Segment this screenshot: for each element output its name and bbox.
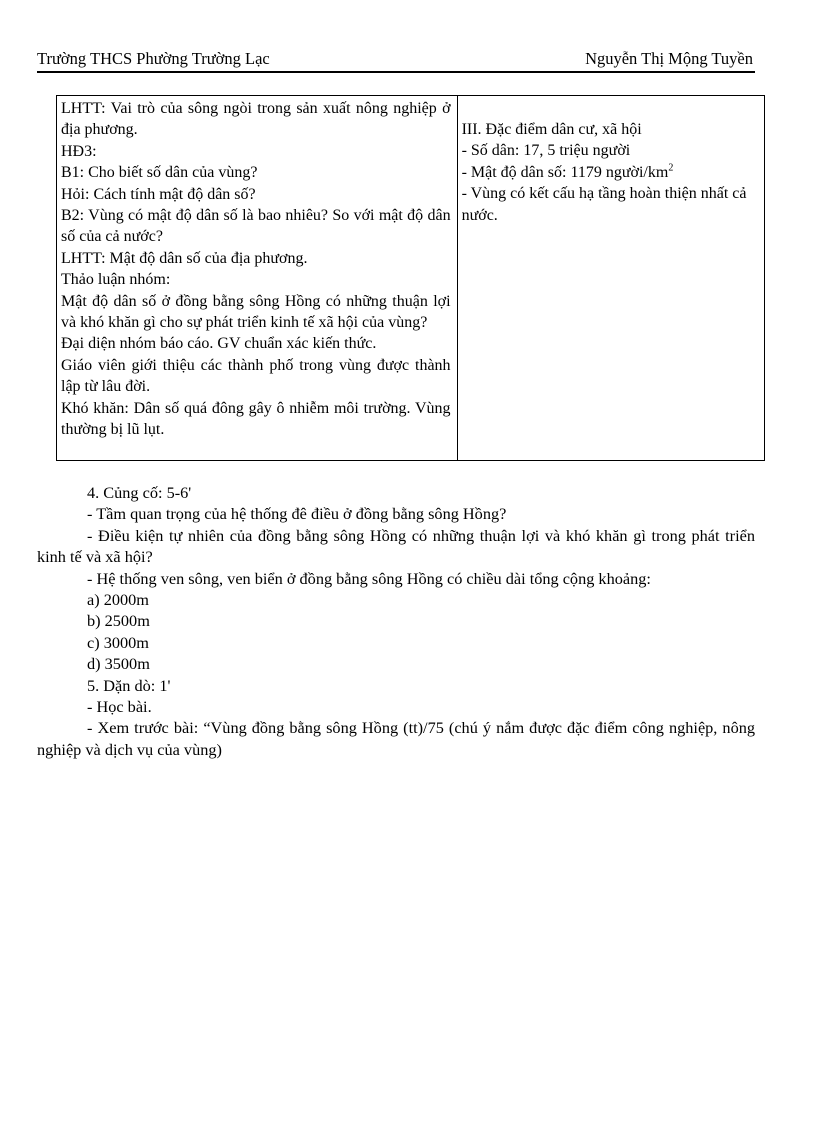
density-superscript: 2 xyxy=(668,162,674,174)
section-heading: III. Đặc điểm dân cư, xã hội xyxy=(461,121,642,138)
homework-item-2: - Xem trước bài: “Vùng đồng bằng sông Hồng (tt)/75 (chú ý nắm được đặc điểm công nghiệp, nông nghiệp và dịch vụ của vùng) xyxy=(37,718,755,759)
option-d: d) 3500m xyxy=(87,654,150,674)
consolidation-title: 4. Củng cố: 5-6' xyxy=(87,483,192,502)
teacher-name: Nguyễn Thị Mộng Tuyền xyxy=(585,49,753,68)
infrastructure-line: - Vùng có kết cấu hạ tầng hoàn thiện nhất cả nước. xyxy=(461,185,747,224)
activity-line: B1: Cho biết số dân của vùng? xyxy=(61,164,258,182)
population-line: - Số dân: 17, 5 triệu người xyxy=(461,142,631,160)
activity-line: B2: Vùng có mật độ dân số là bao nhiêu? So với mật độ dân số của cả nước? xyxy=(61,207,451,246)
activity-line: Đại diện nhóm báo cáo. GV chuẩn xác kiến thức. xyxy=(61,335,377,353)
question-2: - Điều kiện tự nhiên của đồng bằng sông Hồng có những thuận lợi và khó khăn gì trong phát triển kinh tế và xã hội? xyxy=(37,525,755,567)
homework-item-1: - Học bài. xyxy=(87,697,152,717)
activity-line: HĐ3: xyxy=(61,142,97,160)
teacher-activities-cell xyxy=(57,96,458,461)
option-c: c) 3000m xyxy=(87,632,149,652)
option-a: a) 2000m xyxy=(87,590,149,610)
activity-line: Giáo viên giới thiệu các thành phố trong vùng được thành lập từ lâu đời. xyxy=(61,356,451,396)
activity-line: Mật độ dân số ở đồng bằng sông Hồng có những thuận lợi và khó khăn gì cho sự phát triển kinh tế xã hội của vùng? xyxy=(61,292,451,332)
lesson-body xyxy=(37,482,755,760)
option-b: b) 2500m xyxy=(87,611,150,631)
question-1: - Tầm quan trọng của hệ thống đê điều ở đồng bằng sông Hồng? xyxy=(87,504,507,524)
table-row xyxy=(57,96,765,461)
activity-line: Khó khăn: Dân số quá đông gây ô nhiễm môi trường. Vùng thường bị lũ lụt. xyxy=(61,399,451,439)
activity-line: LHTT: Mật độ dân số của địa phương. xyxy=(61,249,308,267)
density-text: - Mật độ dân số: 1179 người/km xyxy=(461,163,669,181)
activity-line: Hỏi: Cách tính mật độ dân số? xyxy=(61,185,256,203)
page-header xyxy=(37,49,755,73)
activity-line: LHTT: Vai trò của sông ngòi trong sản xuất nông nghiệp ở địa phương. xyxy=(61,100,451,139)
school-name: Trường THCS Phường Trường Lạc xyxy=(37,49,270,68)
homework-title: 5. Dặn dò: 1' xyxy=(87,675,171,695)
lesson-table xyxy=(56,95,765,461)
activity-line: Thảo luận nhóm: xyxy=(61,271,171,289)
content-cell xyxy=(457,96,764,461)
density-line xyxy=(462,162,758,183)
question-3: - Hệ thống ven sông, ven biển ở đồng bằng sông Hồng có chiều dài tổng cộng khoảng: xyxy=(87,568,651,588)
